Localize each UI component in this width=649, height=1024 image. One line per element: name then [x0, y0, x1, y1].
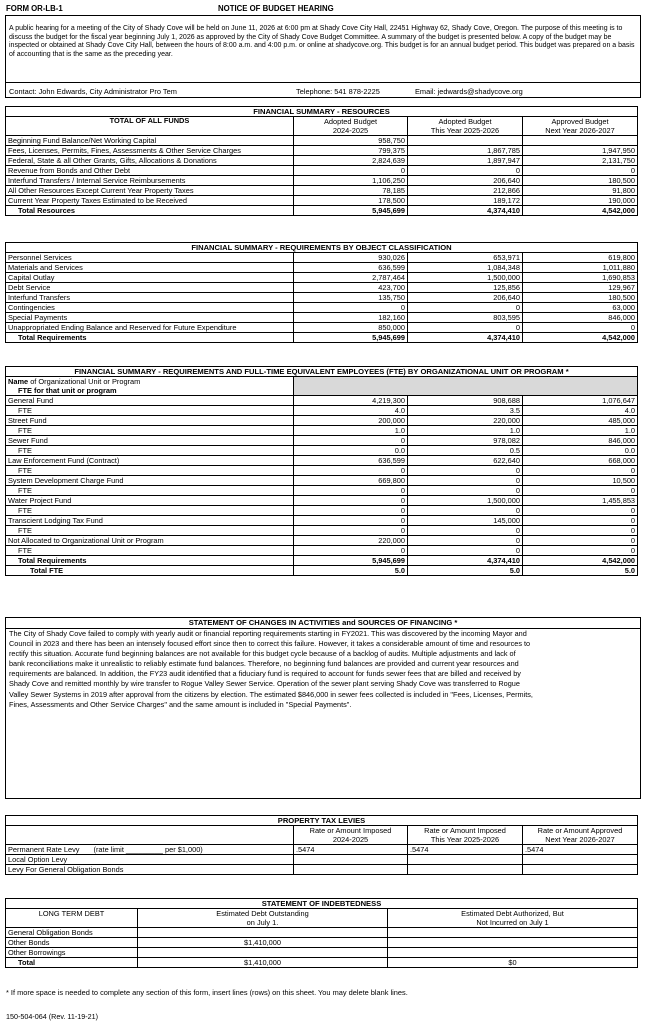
row-value: [408, 136, 523, 146]
unit-name: Sewer Fund: [6, 436, 294, 446]
unit-name: System Development Charge Fund: [6, 476, 294, 486]
unit-value: 220,000: [408, 416, 523, 426]
unit-name: Water Project Fund: [6, 496, 294, 506]
row-value: 0: [294, 303, 408, 313]
table-row: [6, 313, 638, 323]
unit-name: Law Enforcement Fund (Contract): [6, 456, 294, 466]
table-row: [6, 456, 638, 466]
row-value: 850,000: [294, 323, 408, 333]
tax-value: [408, 865, 523, 875]
row-value: 125,856: [408, 283, 523, 293]
table-row: [6, 416, 638, 426]
row-value: 0: [408, 303, 523, 313]
table-row: [6, 273, 638, 283]
debt-value: $1,410,000: [138, 938, 388, 948]
table-row: [6, 476, 638, 486]
row-value: [523, 136, 638, 146]
unit-value: 220,000: [294, 536, 408, 546]
row-value: 1,084,348: [408, 263, 523, 273]
fte-value: 0: [523, 546, 638, 556]
total-row: [6, 333, 638, 343]
unit-value: 622,640: [408, 456, 523, 466]
fte-value: 0: [294, 486, 408, 496]
resources-col1-h2: 2024-2025: [294, 126, 408, 136]
changes-text: [6, 629, 640, 710]
tax-value: .5474: [294, 845, 408, 855]
row-value: 180,500: [523, 293, 638, 303]
fte-value: 0: [523, 466, 638, 476]
fte-value: 0: [294, 546, 408, 556]
total-label: Total Requirements: [6, 333, 294, 343]
unit-value: 978,082: [408, 436, 523, 446]
resources-col2-h1: Adopted Budget: [408, 117, 523, 127]
total-fte-value: 5.0: [408, 566, 523, 576]
debt-value: [388, 948, 638, 958]
row-value: 189,172: [408, 196, 523, 206]
form-id: FORM OR-LB-1: [6, 4, 63, 13]
table-row: [6, 506, 638, 516]
org-head-shaded: [294, 377, 638, 396]
fte-value: 1.0: [294, 426, 408, 436]
fte-value: 0: [523, 526, 638, 536]
row-value: 2,824,639: [294, 156, 408, 166]
total-value: 4,374,410: [408, 333, 523, 343]
fte-value: 0: [294, 526, 408, 536]
unit-value: 0: [408, 536, 523, 546]
total-fte-value: 5.0: [523, 566, 638, 576]
tax-title: PROPERTY TAX LEVIES: [6, 816, 638, 826]
debt-total-label: Total: [6, 958, 138, 968]
contact-telephone: Telephone: 541 878-2225: [296, 87, 380, 96]
table-row: [6, 283, 638, 293]
unit-value: 0: [294, 496, 408, 506]
table-row: [6, 426, 638, 436]
fte-label: FTE: [6, 446, 294, 456]
tax-value: [408, 855, 523, 865]
table-row: [6, 136, 638, 146]
org-head-fte: FTE for that unit or program: [6, 386, 294, 396]
table-row: [6, 536, 638, 546]
contact-line: [6, 82, 640, 99]
unit-value: 1,076,647: [523, 396, 638, 406]
tax-levy-name: Local Option Levy: [8, 854, 68, 864]
tax-value: [294, 855, 408, 865]
unit-value: 0: [523, 536, 638, 546]
row-value: 0: [523, 166, 638, 176]
row-value: 206,640: [408, 176, 523, 186]
total-row: [6, 566, 638, 576]
changes-line: Council in 2023 and there has been an intensely focused effort since then to correct this failure. However, it takes a considerable amount of time and resources to: [9, 639, 531, 649]
tax-value: .5474: [523, 845, 638, 855]
row-value: 0: [408, 166, 523, 176]
row-value: 619,800: [523, 253, 638, 263]
debt-col2-h2: Not Incurred on July 1: [388, 918, 638, 928]
tax-col2-h2: This Year 2025-2026: [408, 835, 523, 845]
row-value: 1,867,785: [408, 146, 523, 156]
row-value: 63,000: [523, 303, 638, 313]
debt-label: General Obligation Bonds: [6, 928, 138, 938]
fte-label: FTE: [6, 506, 294, 516]
resources-col2-h2: This Year 2025-2026: [408, 126, 523, 136]
table-row: [6, 196, 638, 206]
tax-row-label: [6, 845, 294, 855]
row-value: 799,375: [294, 146, 408, 156]
row-value: 2,787,464: [294, 273, 408, 283]
table-row: [6, 446, 638, 456]
row-value: 1,947,950: [523, 146, 638, 156]
table-row: [6, 263, 638, 273]
table-row: [6, 166, 638, 176]
unit-value: 846,000: [523, 436, 638, 446]
row-value: 206,640: [408, 293, 523, 303]
changes-line: Shady Cove and remitted monthly by wire transfer to Rogue Valley Sewer Service. Operation of the sewer plant serving Shady Cove was transferred to Rogue: [9, 679, 520, 689]
fte-value: 0.0: [523, 446, 638, 456]
fte-label: FTE: [6, 426, 294, 436]
tax-value: [523, 865, 638, 875]
debt-value: [138, 928, 388, 938]
debt-value: [138, 948, 388, 958]
table-row: [6, 146, 638, 156]
table-row: [6, 156, 638, 166]
tax-row-label: [6, 855, 294, 865]
org-head-name-bold: Name: [8, 376, 29, 386]
total-row: [6, 206, 638, 216]
row-value: 803,595: [408, 313, 523, 323]
row-label: Interfund Transfers: [6, 293, 294, 303]
fte-value: 4.0: [294, 406, 408, 416]
row-value: 78,185: [294, 186, 408, 196]
row-value: 2,131,750: [523, 156, 638, 166]
org-units-table: [5, 366, 638, 576]
table-row: [6, 406, 638, 416]
table-row: [6, 253, 638, 263]
resources-table: [5, 106, 638, 216]
requirements-title: FINANCIAL SUMMARY - REQUIREMENTS BY OBJECT CLASSIFICATION: [6, 243, 638, 253]
footnote: * If more space is needed to complete any section of this form, insert lines (rows) on this sheet. You may delete blank lines.: [6, 988, 408, 997]
table-row: [6, 845, 638, 855]
row-label: Materials and Services: [6, 263, 294, 273]
unit-value: 0: [523, 516, 638, 526]
row-value: 180,500: [523, 176, 638, 186]
tax-value: [294, 865, 408, 875]
fte-value: 1.0: [408, 426, 523, 436]
unit-value: 636,599: [294, 456, 408, 466]
total-row: [6, 958, 638, 968]
table-row: [6, 948, 638, 958]
row-value: 1,011,880: [523, 263, 638, 273]
row-value: 178,500: [294, 196, 408, 206]
table-row: [6, 928, 638, 938]
tax-levy-name: Levy For General Obligation Bonds: [8, 864, 124, 874]
resources-label-header-text: TOTAL OF ALL FUNDS: [109, 116, 190, 125]
changes-line: bank reconciliations make it unrealistic to reliably estimate fund balances. Therefore, no beginning fund balances are provided and current year resources and: [9, 659, 519, 669]
fte-value: 0: [408, 486, 523, 496]
tax-col3-h2: Next Year 2026-2027: [523, 835, 638, 845]
debt-table: [5, 898, 638, 968]
row-value: 0: [408, 323, 523, 333]
resources-col3-h2: Next Year 2026-2027: [523, 126, 638, 136]
row-value: 190,000: [523, 196, 638, 206]
table-row: [6, 303, 638, 313]
table-row: [6, 496, 638, 506]
tax-col3-h1: Rate or Amount Approved: [523, 826, 638, 836]
unit-name: Street Fund: [6, 416, 294, 426]
row-label: Fees, Licenses, Permits, Fines, Assessments & Other Service Charges: [6, 146, 294, 156]
fte-value: 0.5: [408, 446, 523, 456]
table-row: [6, 486, 638, 496]
changes-line: rectify this situation. Accurate fund beginning balances are not available for this budget cycle because of a backlog of audits. Multiple adjustments and lack of: [9, 649, 516, 659]
tax-rate-limit: (rate limit _________ per $1,000): [93, 844, 203, 854]
row-label: Special Payments: [6, 313, 294, 323]
row-value: 930,026: [294, 253, 408, 263]
tax-table: [5, 815, 638, 875]
unit-value: 145,000: [408, 516, 523, 526]
tax-levy-name: Permanent Rate Levy: [8, 844, 80, 854]
table-row: [6, 293, 638, 303]
row-label: Federal, State & all Other Grants, Gifts, Allocations & Donations: [6, 156, 294, 166]
tax-col1-h1: Rate or Amount Imposed: [294, 826, 408, 836]
changes-line: Valley Sewer Systems in 2019 after approval from the citizens by election. The estimated $846,000 in sewer fees collected is included in "Fees, Licenses, Permits,: [9, 689, 533, 699]
resources-col3-h1: Approved Budget: [523, 117, 638, 127]
tax-col2-h1: Rate or Amount Imposed: [408, 826, 523, 836]
notice-text: A public hearing for a meeting of the City of Shady Cove will be held on June 11, 2026 at 6:00 pm at Shady Cove City Hall, 22451 Highway 62, Shady Cove, Oregon. The purpose of this meeting is to discuss the budget for the fiscal year beginning July 1, 2026 as approved by the City of Shady Cove Budget Committee. A summary of the budget is presented below. A copy of the budget may be inspected or obtained at Shady Cove City Hall, between the hours of 8:00 a.m. and 4:00 p.m. or online at shadycove.org. This budget is for an annual budget period. This budget was prepared on a basis of accounting that is the same as the preceding year.: [9, 25, 635, 58]
debt-col2-h1: Estimated Debt Authorized, But: [388, 909, 638, 919]
fte-value: 0: [294, 466, 408, 476]
row-value: 423,700: [294, 283, 408, 293]
row-value: 846,000: [523, 313, 638, 323]
debt-col0: LONG TERM DEBT: [6, 909, 138, 919]
total-value: 5,945,699: [294, 206, 408, 216]
org-head-name: [6, 377, 294, 387]
total-fte-label: Total FTE: [6, 566, 294, 576]
fte-value: 0: [408, 466, 523, 476]
row-label: Revenue from Bonds and Other Debt: [6, 166, 294, 176]
unit-value: 200,000: [294, 416, 408, 426]
total-value: 4,542,000: [523, 333, 638, 343]
fte-value: 0: [408, 546, 523, 556]
unit-value: 485,000: [523, 416, 638, 426]
contact-name: Contact: John Edwards, City Administrator Pro Tem: [9, 87, 177, 96]
total-fte-value: 5.0: [294, 566, 408, 576]
fte-value: 0: [408, 526, 523, 536]
unit-name: General Fund: [6, 396, 294, 406]
notice-box: [5, 15, 641, 98]
table-row: [6, 396, 638, 406]
row-value: 1,500,000: [408, 273, 523, 283]
form-title: NOTICE OF BUDGET HEARING: [218, 4, 334, 13]
row-value: 636,599: [294, 263, 408, 273]
tax-row-label: [6, 865, 294, 875]
total-value: 4,374,410: [408, 556, 523, 566]
row-value: 958,750: [294, 136, 408, 146]
fte-label: FTE: [6, 486, 294, 496]
total-value: 4,542,000: [523, 556, 638, 566]
unit-value: 0: [294, 436, 408, 446]
debt-value: [388, 938, 638, 948]
fte-value: 1.0: [523, 426, 638, 436]
table-row: [6, 466, 638, 476]
table-row: [6, 855, 638, 865]
row-label: Personnel Services: [6, 253, 294, 263]
changes-line: requirements are balanced. In addition, the FY23 audit identified that a fiduciary fund is required to account for funds sewer fees that are billed and received by: [9, 669, 521, 679]
debt-col1-h1: Estimated Debt Outstanding: [138, 909, 388, 919]
unit-value: 4,219,300: [294, 396, 408, 406]
row-value: 653,971: [408, 253, 523, 263]
row-value: 135,750: [294, 293, 408, 303]
changes-box: [5, 617, 641, 799]
fte-value: 0: [523, 486, 638, 496]
org-head-name-rest: of Organizational Unit or Program: [28, 376, 141, 386]
table-row: [6, 436, 638, 446]
debt-label: Other Borrowings: [6, 948, 138, 958]
row-label: Capital Outlay: [6, 273, 294, 283]
table-row: [6, 865, 638, 875]
row-value: 1,106,250: [294, 176, 408, 186]
changes-title: STATEMENT OF CHANGES IN ACTIVITIES and SOURCES OF FINANCING *: [6, 618, 640, 629]
total-value: 4,374,410: [408, 206, 523, 216]
tax-value: [523, 855, 638, 865]
row-label: Interfund Transfers / Internal Service Reimbursements: [6, 176, 294, 186]
row-label: Current Year Property Taxes Estimated to be Received: [6, 196, 294, 206]
table-row: [6, 176, 638, 186]
table-row: [6, 546, 638, 556]
fte-label: FTE: [6, 526, 294, 536]
table-row: [6, 186, 638, 196]
row-value: 182,160: [294, 313, 408, 323]
fte-value: 0: [408, 506, 523, 516]
total-value: 5,945,699: [294, 333, 408, 343]
fte-value: 0: [523, 506, 638, 516]
debt-label: Other Bonds: [6, 938, 138, 948]
fte-value: 3.5: [408, 406, 523, 416]
unit-value: 1,500,000: [408, 496, 523, 506]
debt-total-value: $1,410,000: [138, 958, 388, 968]
resources-label-header: [6, 117, 294, 136]
row-value: 1,897,947: [408, 156, 523, 166]
form-number: 150-504-064 (Rev. 11-19-21): [6, 1012, 99, 1021]
contact-email[interactable]: Email: jedwards@shadycove.org: [415, 87, 523, 96]
row-value: 0: [523, 323, 638, 333]
table-row: [6, 938, 638, 948]
row-label: All Other Resources Except Current Year Property Taxes: [6, 186, 294, 196]
unit-value: 0: [408, 476, 523, 486]
row-value: 129,967: [523, 283, 638, 293]
fte-value: 0: [294, 506, 408, 516]
unit-value: 1,455,853: [523, 496, 638, 506]
unit-name: Transcient Lodging Tax Fund: [6, 516, 294, 526]
debt-col1-h2: on July 1.: [138, 918, 388, 928]
unit-value: 10,500: [523, 476, 638, 486]
unit-value: 668,000: [523, 456, 638, 466]
tax-head-blank: [6, 826, 294, 845]
fte-label: FTE: [6, 466, 294, 476]
changes-line: The City of Shady Cove failed to comply with yearly audit or financial reporting requirements starting in FY2021. This was discovered by the incoming Mayor and: [9, 629, 527, 638]
org-units-title: FINANCIAL SUMMARY - REQUIREMENTS AND FULL-TIME EQUIVALENT EMPLOYEES (FTE) BY ORGANIZATIONAL UNIT OR PROGRAM *: [6, 367, 638, 377]
resources-col1-h1: Adopted Budget: [294, 117, 408, 127]
row-value: 0: [294, 166, 408, 176]
table-row: [6, 516, 638, 526]
unit-name: Not Allocated to Organizational Unit or Program: [6, 536, 294, 546]
row-label: Debt Service: [6, 283, 294, 293]
tax-value: .5474: [408, 845, 523, 855]
total-label: Total Requirements: [6, 556, 294, 566]
total-value: 4,542,000: [523, 206, 638, 216]
fte-value: 4.0: [523, 406, 638, 416]
row-label: Unappropriated Ending Balance and Reserved for Future Expenditure: [6, 323, 294, 333]
debt-col0-blank: [6, 918, 138, 928]
total-label: Total Resources: [6, 206, 294, 216]
requirements-table: [5, 242, 638, 343]
table-row: [6, 323, 638, 333]
fte-label: FTE: [6, 406, 294, 416]
tax-col1-h2: 2024-2025: [294, 835, 408, 845]
debt-total-value: $0: [388, 958, 638, 968]
fte-value: 0.0: [294, 446, 408, 456]
row-value: 91,800: [523, 186, 638, 196]
debt-value: [388, 928, 638, 938]
total-row: [6, 556, 638, 566]
unit-value: 908,688: [408, 396, 523, 406]
row-value: 212,866: [408, 186, 523, 196]
row-label: Contingencies: [6, 303, 294, 313]
fte-label: FTE: [6, 546, 294, 556]
debt-title: STATEMENT OF INDEBTEDNESS: [6, 899, 638, 909]
unit-value: 0: [294, 516, 408, 526]
row-value: 1,690,853: [523, 273, 638, 283]
unit-value: 669,800: [294, 476, 408, 486]
changes-line: Fines, Assessments and Other Service Charges" and the same amount is included in "Special Payments".: [9, 699, 352, 709]
total-value: 5,945,699: [294, 556, 408, 566]
row-label: Beginning Fund Balance/Net Working Capital: [6, 136, 294, 146]
table-row: [6, 526, 638, 536]
resources-title: FINANCIAL SUMMARY - RESOURCES: [6, 107, 638, 117]
